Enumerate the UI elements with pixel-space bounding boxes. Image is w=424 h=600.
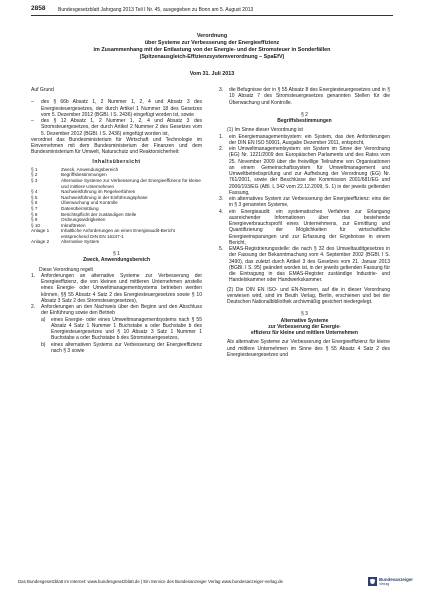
eagle-icon <box>368 577 377 586</box>
item-text: ein Energiemanagementsystem: ein System, das den Anforderungen der DIN EN ISO 50001, Ausgabe Dezember 2011, entspricht, <box>229 133 390 146</box>
page-number: 2858 <box>31 5 46 12</box>
title-line: im Zusammenhang mit der Entlastung von der Energie- und der Stromsteuer in Sonderfällen <box>93 46 331 53</box>
section-3-number: § 3 <box>301 311 308 318</box>
toc-text: Alternative System <box>61 239 100 245</box>
toc-key: § 3 <box>31 177 38 183</box>
toc-row <box>31 228 202 239</box>
toc-text: Nachweisführung im Regelverfahren <box>61 189 136 195</box>
toc-key: Anlage 1 <box>31 228 50 234</box>
definition-item <box>219 146 390 196</box>
section-3-title-line: effizienz für kleine und mittlere Unternehmen <box>251 330 358 336</box>
logo-text-primary: Bundesanzeiger <box>379 577 413 582</box>
right-column <box>219 87 390 358</box>
toc-key: § 10 <box>31 222 40 228</box>
subitem-text: eines Energie- oder eines Umweltmanagementsystems nach § 55 Absatz 4 Satz 1 Nummer 1 Buchstabe a oder Buchstabe b des Energiesteuergesetzes und § 10 Absatz 3 Satz 1 Nummer 1 Buchstabe a oder Buchstabe b des Stromsteuergesetzes, <box>51 316 202 342</box>
section-2-number: § 2 <box>301 111 308 118</box>
toc-text: Zweck, Anwendungsbereich <box>61 166 119 172</box>
header-text: Bundesgesetzblatt Jahrgang 2013 Teil I Nr. 45, ausgegeben zu Bonn am 5. August 2013 <box>58 7 254 13</box>
item-text: ein Energieaudit: ein systematisches Verfahren zur Erlangung ausreichender Informationen über das bestehende Energieverbrauchsprofil eines Unternehmens, zur Ermittlung und Quantifizierung der Möglichkeiten für wirtschaftliche Energieeinsparungen und zur Erfassung der Ergebnisse in einem Bericht, <box>229 208 390 246</box>
item-text: die Befugnisse der in § 55 Absatz 8 des Energiesteuergesetzes und in § 10 Absatz 7 des Stromsteuergesetzes genannten Stellen für die Überwachung und Kontrolle. <box>229 87 390 106</box>
item-number: 1. <box>31 272 36 279</box>
item-marker: – <box>31 99 34 106</box>
item-text: des § 12 Absatz 1, 2 Nummer 1, 2, 4 und Absatz 3 des Stromsteuergesetzes, der durch Artikel 2 Nummer 2 des Gesetzes vom 5. Dezember 2012 (BGBl. I S. 2436) eingefügt worden ist, <box>41 118 202 137</box>
definition-item <box>219 196 390 209</box>
item-text: EMAS-Registrierungsstelle: die nach § 32 des Umweltauditgesetzes in der Fassung der Bekanntmachung vom 4. September 2002 (BGBl. I S. 3490), das zuletzt durch Artikel 3 des Gesetzes vom 21. Januar 2013 (BGBl. I S. 95) geändert worden ist, in der jeweils geltenden Fassung für die Eintragung in das EMAS-Register zuständige Industrie- und Handelskammer oder Handwerkskammer. <box>229 246 390 284</box>
subitem-letter: a) <box>41 316 46 323</box>
toc-key: § 5 <box>31 194 38 200</box>
section-1-item <box>219 87 390 106</box>
item-number: 3. <box>219 196 224 202</box>
left-column <box>31 87 202 354</box>
toc-key: § 4 <box>31 189 38 195</box>
title-line: über Systeme zur Verbesserung der Energieeffizienz <box>144 39 280 46</box>
toc-key: Anlage 2 <box>31 239 50 245</box>
toc-key: § 7 <box>31 205 38 211</box>
definition-item <box>219 246 390 284</box>
toc-key: § 8 <box>31 211 38 217</box>
section-1-title: Zweck, Anwendungsbereich <box>82 257 151 264</box>
title-line: (Spitzenausgleich-Effizienzsystemverordnung – SpaEfV) <box>139 53 285 60</box>
intro-text: Auf Grund <box>31 87 54 93</box>
toc-key: § 1 <box>31 166 38 172</box>
section-2-paragraph-2: (2) Die DIN EN ISO- und EN-Normen, auf die in dieser Verordnung verwiesen wird, sind im Beuth Verlag, Berlin, erschienen und bei der Deutschen Nationalbibliothek archivmäßig gesichert niedergelegt. <box>227 286 390 305</box>
intro-item <box>31 118 202 137</box>
toc-row <box>31 178 202 189</box>
section-2-title: Begriffsbestimmungen <box>277 118 332 124</box>
item-text: Anforderungen an alternative Systeme zur Verbesserung der Energieeffizienz, die von kleinen und mittleren Unternehmen anstelle eines Energie- oder Umweltmanagementsystems betrieben werden können, §§ 55 Absatz 4 Satz 2 des Energiesteuergesetzes sowie § 10 Absatz 3 Satz 2 des Stromsteuergesetzes), <box>41 272 202 304</box>
toc-text: Begriffsbestimmungen <box>61 172 107 178</box>
toc-key: § 6 <box>31 200 38 206</box>
subitem-letter: b) <box>41 341 46 348</box>
item-text: des § 66b Absatz 1, 2 Nummer 1, 2, 4 und Absatz 3 des Energiesteuergesetzes, der durch Artikel 1 Nummer 18 des Gesetzes vom 5. Dezember 2012 (BGBl. I S. 2436) eingefügt worden ist, sowie <box>41 99 202 118</box>
running-header <box>31 5 393 15</box>
subitem-text: eines alternativen Systems zur Verbesserung der Energieeffizienz nach § 3 sowie <box>51 341 202 354</box>
document-date: Vom 31. Juli 2013 <box>189 71 235 77</box>
header-rule <box>31 15 393 16</box>
enacting-clause: verordnet das Bundesministerium für Wirtschaft und Technologie im Einvernehmen mit dem Bundesministerium der Finanzen und dem Bundesministerium für Umwelt, Naturschutz und Reaktorsicherheit: <box>31 136 202 156</box>
item-text: ein alternatives System zur Verbesserung der Energieeffizienz: eins der in § 3 genannten Systeme, <box>229 196 390 209</box>
item-number: 1. <box>219 133 224 140</box>
title-line: Verordnung <box>196 33 228 39</box>
toc-key: § 2 <box>31 172 38 178</box>
document-title <box>31 33 393 61</box>
toc-text: Nachweisführung in der Einführungsphase <box>61 194 148 200</box>
section-1-subitem <box>31 342 202 355</box>
item-number: 2. <box>31 304 36 311</box>
section-3-title-line: Alternative Systeme <box>280 317 329 324</box>
item-text: Anforderungen an den Nachweis über den Beginn und den Abschluss der Einführung sowie den Betrieb <box>41 304 202 317</box>
toc-text: Datenübermittlung <box>61 205 99 211</box>
logo-text-secondary: Verlag <box>379 582 390 586</box>
toc-text: Inhaltliche Anforderungen an einen Energieaudit-Bericht entsprechend DIN EN 16247-1 <box>61 228 175 239</box>
page-footer: Das Bundesgesetzblatt im Internet: www.bundesgesetzblatt.de | Ein Service des Bundesanzeiger Verlag www.bundesanzeiger-verlag.de <box>18 579 283 584</box>
item-marker: – <box>31 118 34 124</box>
section-3-text: Als alternative Systeme zur Verbesserung der Energieeffizienz für kleine und mittlere Unternehmen im Sinne des § 55 Absatz 4 Satz 2 des Energiesteuergesetzes und <box>227 339 390 358</box>
definition-item <box>219 134 390 147</box>
toc-text: Inkrafttreten <box>61 222 86 228</box>
table-of-contents <box>31 167 202 245</box>
section-1-number: § 1 <box>113 251 120 258</box>
section-3-title-line: zur Verbesserung der Energie- <box>268 323 341 330</box>
item-number: 3. <box>219 87 224 93</box>
section-1-subitem <box>31 317 202 342</box>
section-1-intro: Diese Verordnung regelt <box>39 266 93 273</box>
toc-text: Alternative Systeme zur Verbesserung der Energieeffizienz für kleine und mittlere Unternehmen <box>61 177 201 189</box>
intro-item <box>31 99 202 118</box>
publisher-logo <box>368 576 413 588</box>
section-1-item <box>31 304 202 317</box>
toc-text: Überwachung und Kontrolle <box>61 200 118 206</box>
toc-text: Berichtspflicht der zuständigen Stelle <box>61 211 137 217</box>
section-2-intro: (1) Im Sinne dieser Verordnung ist <box>227 127 303 134</box>
item-text: ein Umweltmanagementsystem: ein System im Sinne der Verordnung (EG) Nr. 1221/2009 des Europäischen Parlaments und des Rates vom 25. November 2009 über die freiwillige Teilnahme von Organisationen an einem Gemeinschaftssystem für Umweltmanagement und Umweltbetriebsprüfung und zur Aufhebung der Verordnung (EG) Nr. 761/2001, sowie der Beschlüsse der Kommission 2001/681/EG und 2006/193/EG (ABl. L 342 vom 22.12.2009, S. 1) in der jeweils geltenden Fassung, <box>229 146 390 196</box>
item-number: 2. <box>219 146 224 152</box>
toc-heading: Inhaltsübersicht <box>92 158 141 165</box>
item-number: 4. <box>219 208 224 215</box>
toc-key: § 9 <box>31 217 38 223</box>
definition-item <box>219 209 390 247</box>
toc-text: Ordnungswidrigkeiten <box>61 217 106 223</box>
section-1-item <box>31 273 202 304</box>
item-number: 5. <box>219 246 224 252</box>
